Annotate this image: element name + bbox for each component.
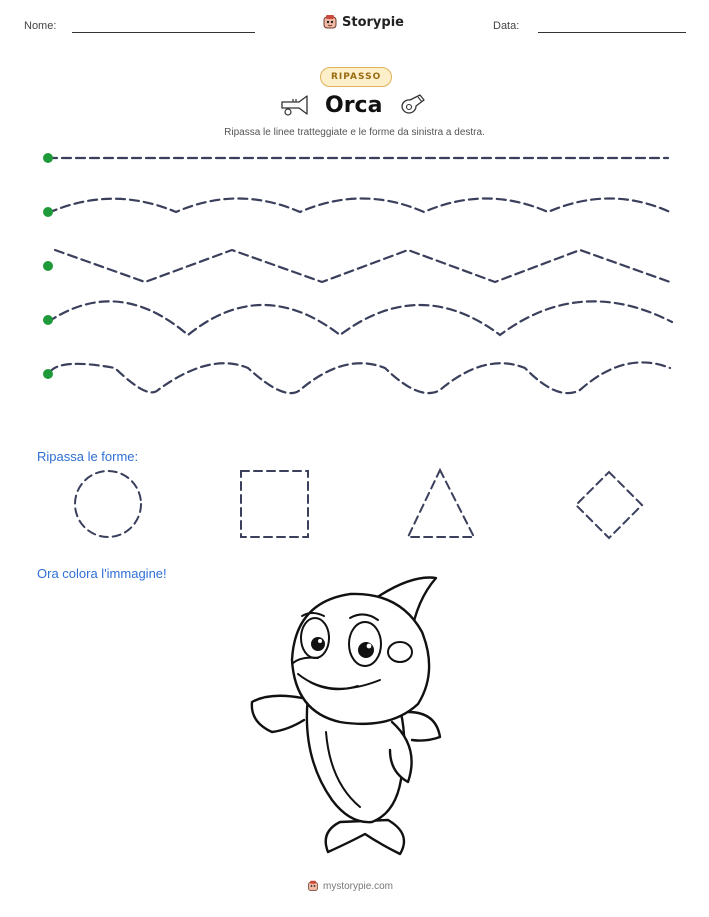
- tracing-line-gentle-wave: [48, 199, 670, 214]
- start-dot: [43, 315, 53, 325]
- tracing-shapes: [0, 460, 709, 550]
- footer: [307, 880, 393, 892]
- tracing-line-wave: [48, 301, 672, 335]
- name-field[interactable]: [72, 32, 255, 33]
- storypie-mascot-icon: [322, 14, 338, 30]
- trumpet-icon: [279, 94, 311, 118]
- brand-name: Storypie: [342, 14, 404, 30]
- start-dot: [43, 207, 53, 217]
- tracing-line-zigzag: [55, 250, 670, 282]
- instructions: Ripassa le linee tratteggiate e le forme da sinistra a destra.: [224, 127, 485, 138]
- shapes-section-label: Ripassa le forme:: [37, 449, 139, 464]
- page-title: Orca: [325, 93, 383, 118]
- whistle-icon: [398, 92, 428, 118]
- start-dot: [43, 153, 53, 163]
- review-badge: RIPASSO: [320, 67, 392, 87]
- footer-url[interactable]: mystorypie.com: [323, 880, 394, 892]
- shape-diamond: [576, 472, 642, 538]
- tracing-line-bumpy-wave: [50, 362, 670, 393]
- start-dot: [43, 369, 53, 379]
- storypie-mascot-icon: [307, 880, 319, 892]
- start-dot: [43, 261, 53, 271]
- shape-circle: [75, 471, 141, 537]
- name-label: Nome:: [24, 20, 57, 32]
- shape-square: [241, 471, 308, 537]
- orca-coloring-illustration: [240, 572, 470, 864]
- shape-triangle: [408, 470, 474, 537]
- brand-logo: [322, 14, 404, 30]
- tracing-lines: [0, 140, 709, 400]
- coloring-section-label: Ora colora l'immagine!: [37, 566, 167, 581]
- date-label: Data:: [493, 20, 520, 32]
- date-field[interactable]: [538, 32, 686, 33]
